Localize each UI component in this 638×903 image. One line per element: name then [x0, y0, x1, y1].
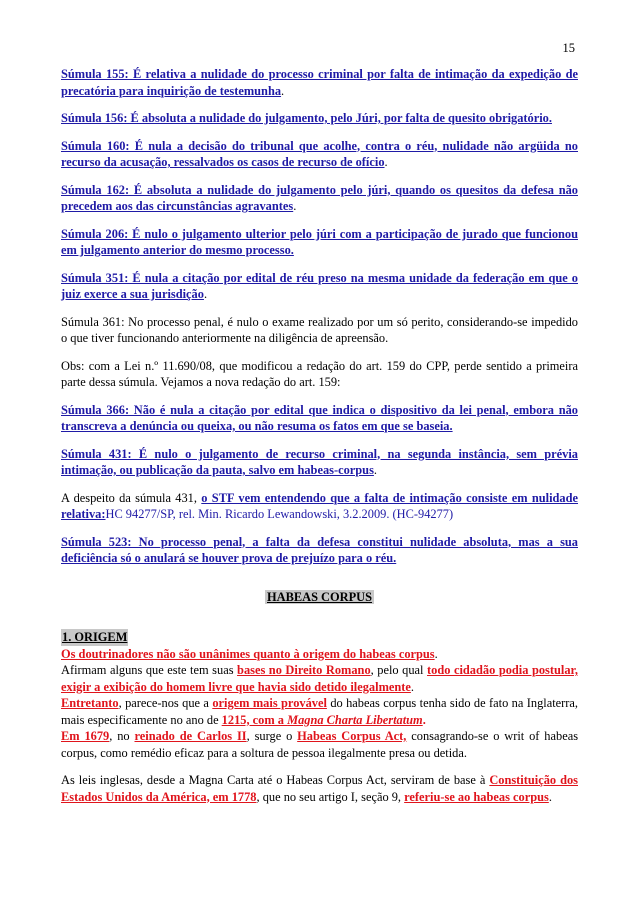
sumula-162: Súmula 162: É absoluta a nulidade do julgamento pelo júri, quando os quesitos da defesa não precedem aos das circunstâncias agravantes. — [61, 182, 578, 213]
section-heading: HABEAS CORPUS — [267, 589, 372, 604]
despeito-paragraph: A despeito da súmula 431, o STF vem entendendo que a falta de intimação consiste em nulidade relativa:HC 94277/SP, rel. Min. Ricardo Lewandowski, 3.2.2009. (HC-94277) — [61, 490, 579, 521]
obs-paragraph: Obs: com a Lei n.º 11.690/08, que modificou a redação do art. 159 do CPP, perde sentido a primeira parte dessa súmula. Vejamos a nova redação do art. 159: — [61, 358, 578, 389]
sumula-156: Súmula 156: É absoluta a nulidade do julgamento, pelo Júri, por falta de quesito obrigatório. — [61, 111, 552, 125]
sumula-366: Súmula 366: Não é nula a citação por edital que indica o dispositivo da lei penal, embora não transcreva a denúncia ou queixa, ou não resuma os fatos em que se baseia. — [61, 402, 578, 433]
origem-line-1: Os doutrinadores não são unânimes quanto à origem do habeas corpus. — [61, 646, 438, 661]
subsection-title: 1. ORIGEM — [62, 630, 128, 644]
origem-paragraph-2: Afirmam alguns que este tem suas bases no Direito Romano, pelo qual todo cidadão podia postular, exigir a exibição do homem livre que havia sido detido ilegalmente. — [61, 663, 578, 694]
sumula-431: Súmula 431: É nulo o julgamento de recurso criminal, na segunda instância, sem prévia intimação, ou publicação da pauta, salvo em habeas-corpus. — [61, 446, 578, 477]
origem-paragraph-5: As leis inglesas, desde a Magna Carta até o Habeas Corpus Act, serviram de base à Constituição dos Estados Unidos da América, em 1778, que no seu artigo I, seção 9, referiu-se ao habeas corpus. — [61, 773, 578, 804]
origem-paragraph-3: Entretanto, parece-nos que a origem mais provável do habeas corpus tenha sido de fato na Inglaterra, mais especificamente no ano de 1215, com a Magna Charta Libertatum. — [61, 696, 578, 727]
sumula-206: Súmula 206: É nulo o julgamento ulterior pelo júri com a participação de jurado que funcionou em julgamento anterior do mesmo processo. — [61, 226, 578, 257]
sumula-160: Súmula 160: É nula a decisão do tribunal que acolhe, contra o réu, nulidade não argüida no recurso da acusação, ressalvados os casos de recurso de ofício. — [61, 138, 578, 169]
hc-reference-link[interactable]: HC 94277/SP, rel. Min. Ricardo Lewandowski, 3.2.2009. (HC-94277) — [105, 507, 454, 521]
sumula-155: Súmula 155: É relativa a nulidade do processo criminal por falta de intimação da expedição de precatória para inquirição de testemunha. — [61, 67, 578, 98]
page-content — [61, 66, 578, 816]
origem-paragraph-4: Em 1679, no reinado de Carlos II, surge o Habeas Corpus Act, consagrando-se o writ of habeas corpus, como remédio eficaz para a soltura de pessoa ilegalmente presa ou detida. — [61, 729, 579, 760]
page-number: 15 — [562, 41, 575, 55]
sumula-361: Súmula 361: No processo penal, é nulo o exame realizado por um só perito, considerando-se impedido o que tiver funcionando anteriormente na diligência de apreensão. — [61, 314, 578, 345]
section-heading-wrap — [61, 589, 578, 606]
sumula-523: Súmula 523: No processo penal, a falta da defesa constitui nulidade absoluta, mas a sua deficiência só o anulará se houver prova de prejuízo para o réu. — [61, 534, 578, 565]
sumula-351: Súmula 351: É nula a citação por edital de réu preso na mesma unidade da federação em que o juiz exerce a sua jurisdição. — [61, 270, 578, 301]
